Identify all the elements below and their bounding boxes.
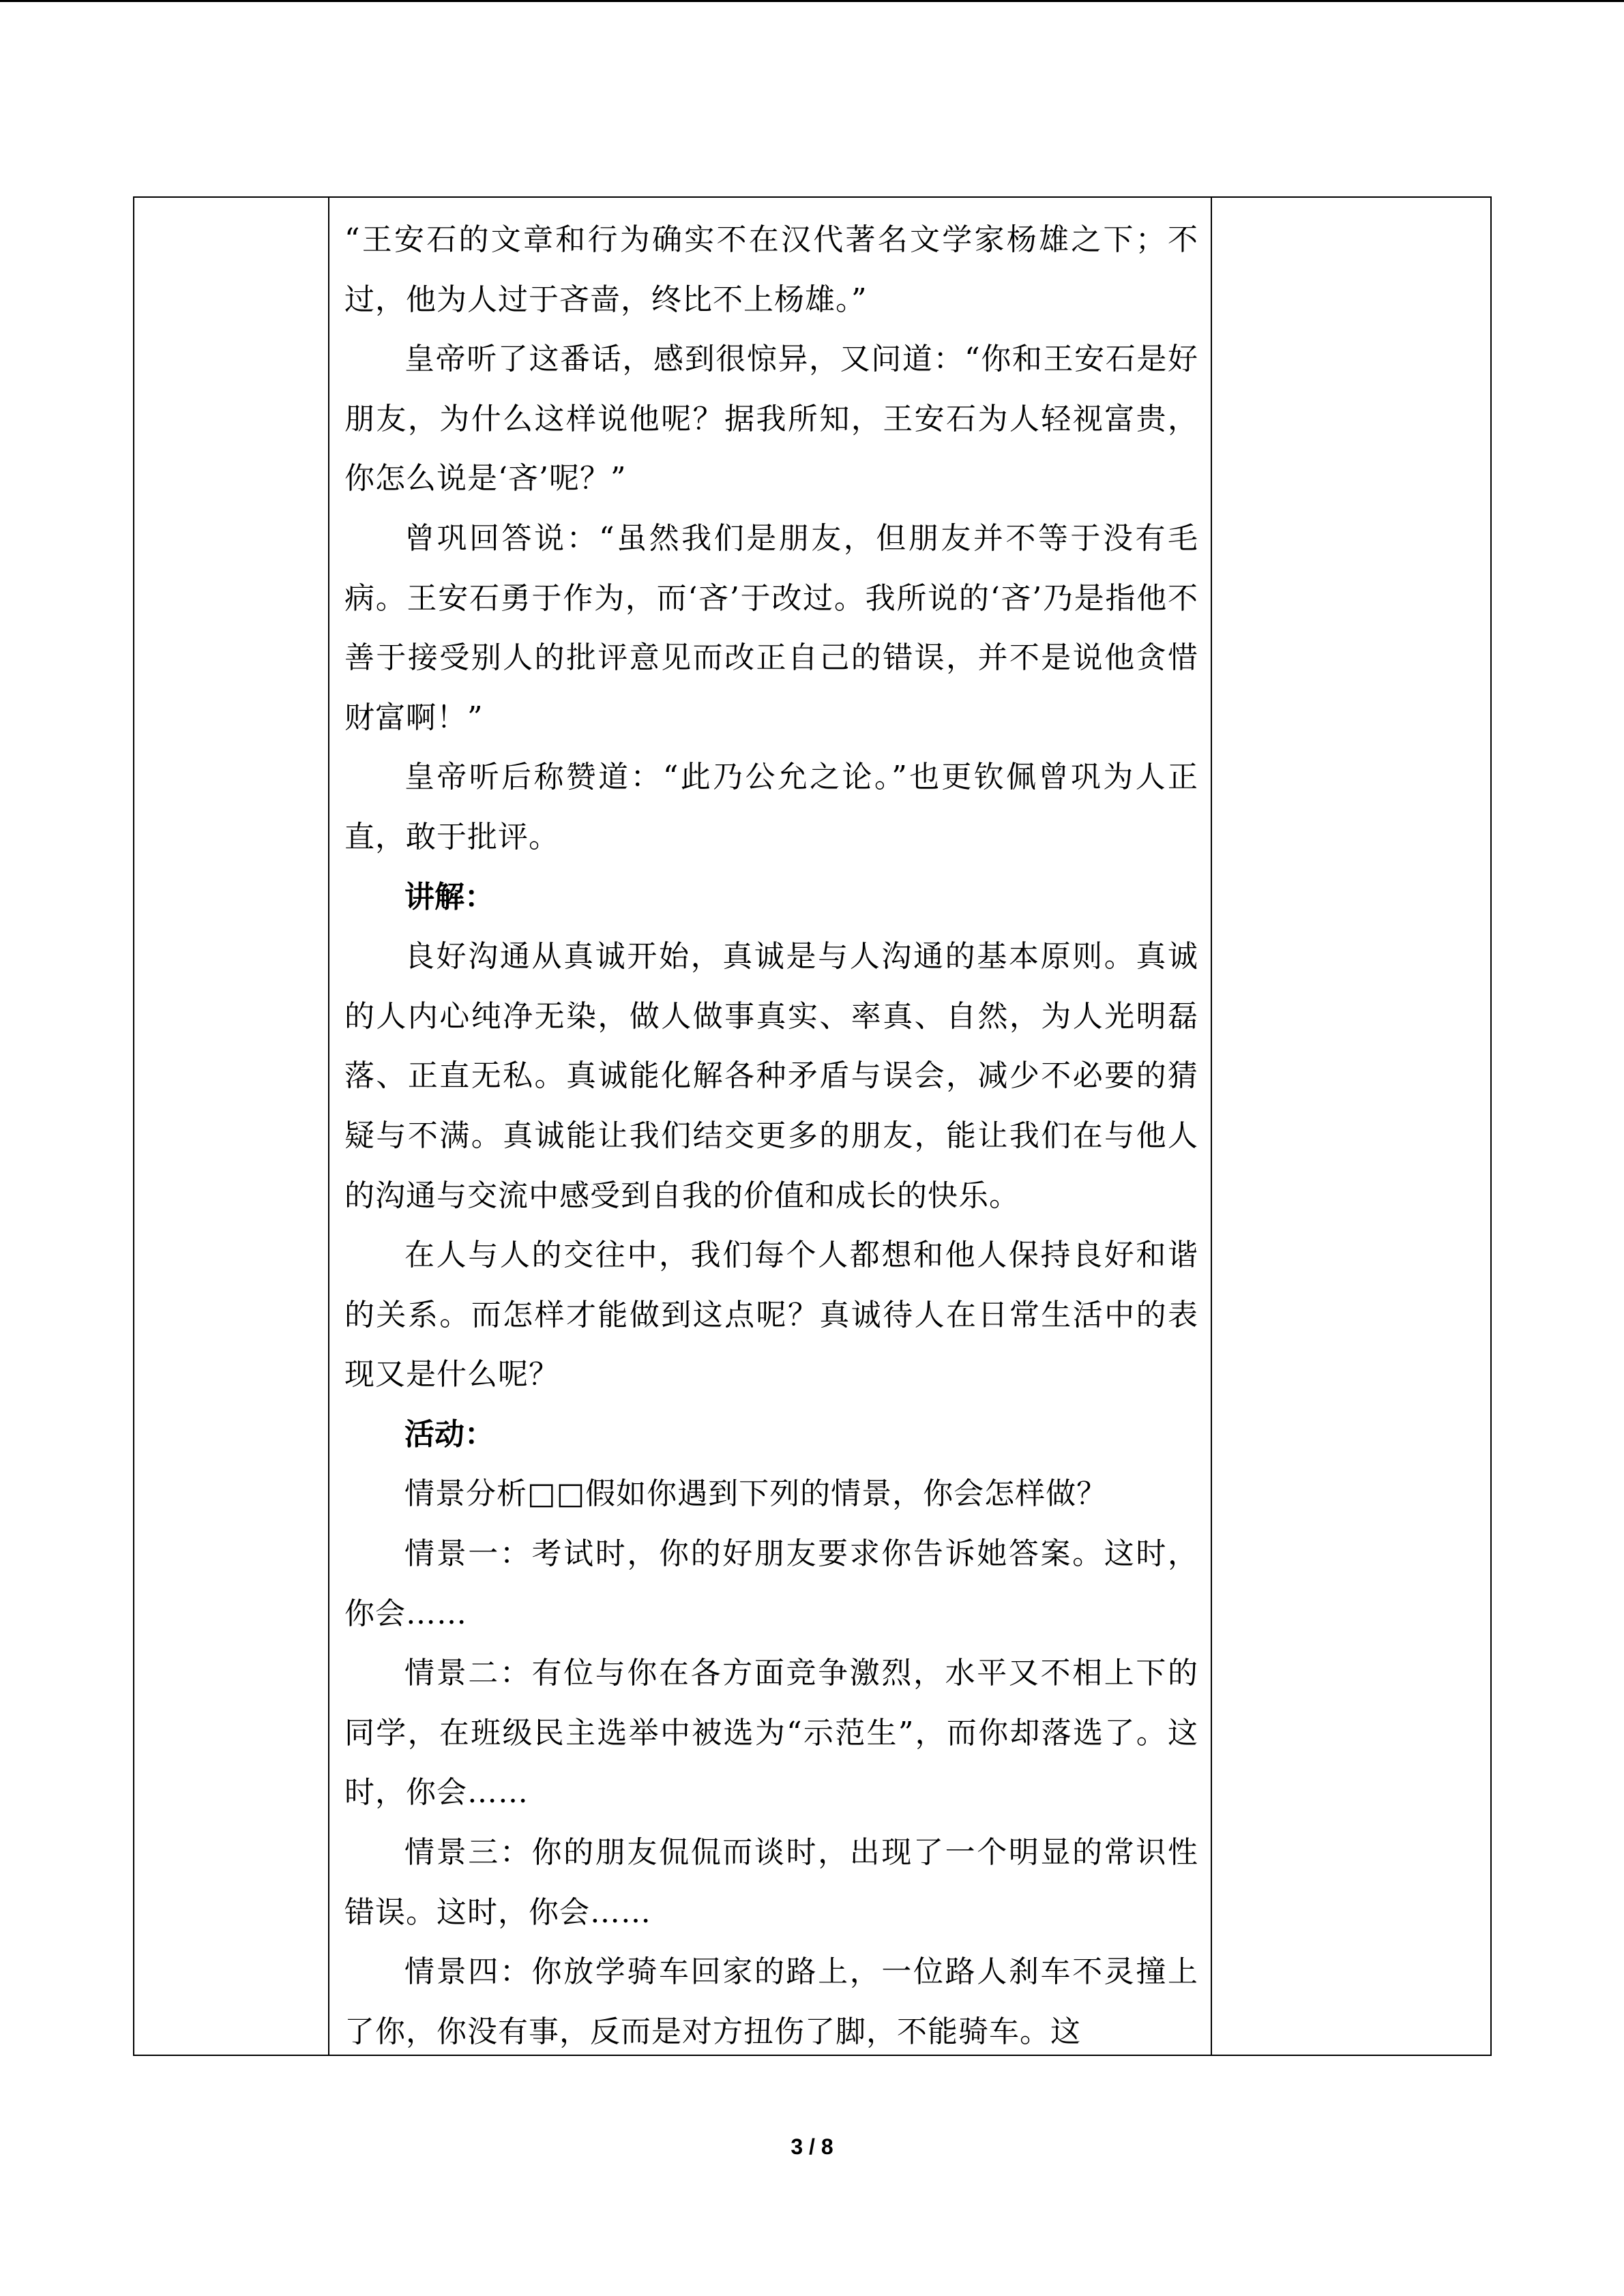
page-number: 3 / 8 xyxy=(791,2134,833,2159)
section-heading-explanation: 讲解： xyxy=(404,879,494,914)
paragraph: 良好沟通从真诚开始，真诚是与人沟通的基本原则。真诚的人内心纯净无染，做人做事真实、率真、自然，为人光明磊落、正直无私。真诚能化解各种矛盾与误会，减少不必要的猜疑与不满。真诚能让我们结交更多的朋友，能让我们在与他人的沟通与交流中感受到自我的价值和成长的快乐。 xyxy=(344,939,1198,1213)
paragraph: 皇帝听了这番话，感到很惊异，又问道：“你和王安石是好朋友，为什么这样说他呢？据我所知，王安石为人轻视富贵，你怎么说是‘吝’呢？” xyxy=(344,342,1198,496)
lesson-table xyxy=(133,196,1492,2056)
page-top-border xyxy=(0,0,1624,2)
paragraph: 在人与人的交往中，我们每个人都想和他人保持良好和谐的关系。而怎样才能做到这点呢？真诚待人在日常生活中的表现又是什么呢？ xyxy=(344,1238,1198,1392)
scenario-paragraph: 情景一：考试时，你的好朋友要求你告诉她答案。这时，你会…… xyxy=(344,1536,1198,1631)
paragraph: 曾巩回答说：“虽然我们是朋友，但朋友并不等于没有毛病。王安石勇于作为，而‘吝’于改过。我所说的‘吝’乃是指他不善于接受别人的批评意见而改正自己的错误，并不是说他贪惜财富啊！” xyxy=(344,520,1198,735)
section-heading-activity: 活动： xyxy=(404,1416,494,1452)
scenario-paragraph: 情景四：你放学骑车回家的路上，一位路人刹车不灵撞上了你，你没有事，反而是对方扭伤了脚，不能骑车。这 xyxy=(344,1954,1198,2049)
table-right-column xyxy=(1211,198,1490,2055)
table-content-column xyxy=(329,198,1213,2055)
paragraph: “王安石的文章和行为确实不在汉代著名文学家杨雄之下；不过，他为人过于吝啬，终比不上杨雄。” xyxy=(344,222,1198,317)
table-left-column xyxy=(134,198,329,2055)
scenario-paragraph: 情景三：你的朋友侃侃而谈时，出现了一个明显的常识性错误。这时，你会…… xyxy=(344,1835,1198,1930)
paragraph: 皇帝听后称赞道：“此乃公允之论。”也更钦佩曾巩为人正直，敢于批评。 xyxy=(344,760,1198,854)
paragraph: 情景分析□□假如你遇到下列的情景，你会怎样做？ xyxy=(404,1476,1108,1512)
scenario-paragraph: 情景二：有位与你在各方面竞争激烈，水平又不相上下的同学，在班级民主选举中被选为“示范生”，而你却落选了。这时，你会…… xyxy=(344,1656,1198,1810)
